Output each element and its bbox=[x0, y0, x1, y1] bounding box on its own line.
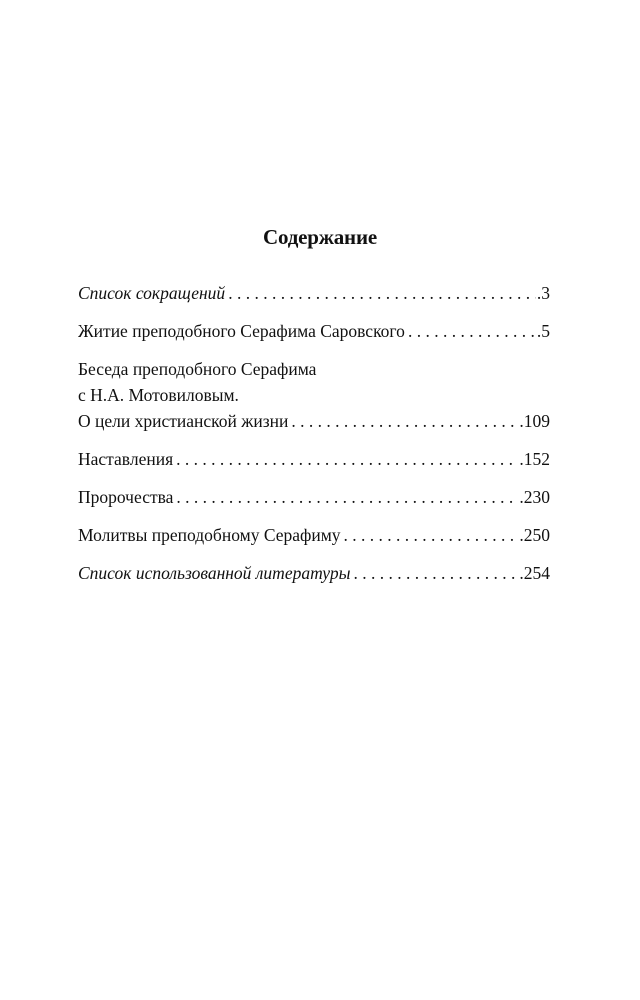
toc-entry-bibliography bbox=[78, 560, 550, 586]
toc-page-number: .250 bbox=[519, 525, 550, 545]
toc-entry-label: Список сокращений bbox=[78, 283, 226, 303]
toc-page-number: .230 bbox=[519, 487, 550, 507]
toc-page-number: .5 bbox=[536, 321, 550, 341]
toc-entry-life bbox=[78, 318, 550, 344]
dot-leader bbox=[176, 446, 518, 472]
toc-entry-instructions bbox=[78, 446, 550, 472]
toc-entry-line: Беседа преподобного Серафима bbox=[78, 359, 317, 379]
toc-entry-line: с Н.А. Мотовиловым. bbox=[78, 385, 239, 405]
toc-entry-label: Житие преподобного Серафима Саровского bbox=[78, 321, 405, 341]
toc-entry-label: Список использованной литературы bbox=[78, 563, 351, 583]
table-of-contents bbox=[78, 280, 550, 598]
dot-leader bbox=[408, 318, 536, 344]
dot-leader bbox=[353, 560, 518, 586]
toc-entry-label: Наставления bbox=[78, 449, 174, 469]
toc-page-number: .152 bbox=[519, 449, 550, 469]
page-title: Содержание bbox=[263, 225, 377, 249]
toc-entry-prophecies bbox=[78, 484, 550, 510]
dot-leader bbox=[228, 280, 536, 306]
toc-entry-label: Молитвы преподобному Серафиму bbox=[78, 525, 341, 545]
dot-leader bbox=[176, 484, 518, 510]
toc-entry-abbreviations bbox=[78, 280, 550, 306]
toc-page-number: .3 bbox=[536, 283, 550, 303]
toc-page-number: .254 bbox=[519, 563, 550, 583]
toc-entry-conversation bbox=[78, 356, 550, 434]
toc-entry-label: Пророчества bbox=[78, 487, 174, 507]
dot-leader bbox=[344, 522, 519, 548]
toc-entry-label: О цели христианской жизни bbox=[78, 411, 289, 431]
toc-page-number: .109 bbox=[519, 411, 550, 431]
toc-entry-prayers bbox=[78, 522, 550, 548]
dot-leader bbox=[291, 408, 518, 434]
